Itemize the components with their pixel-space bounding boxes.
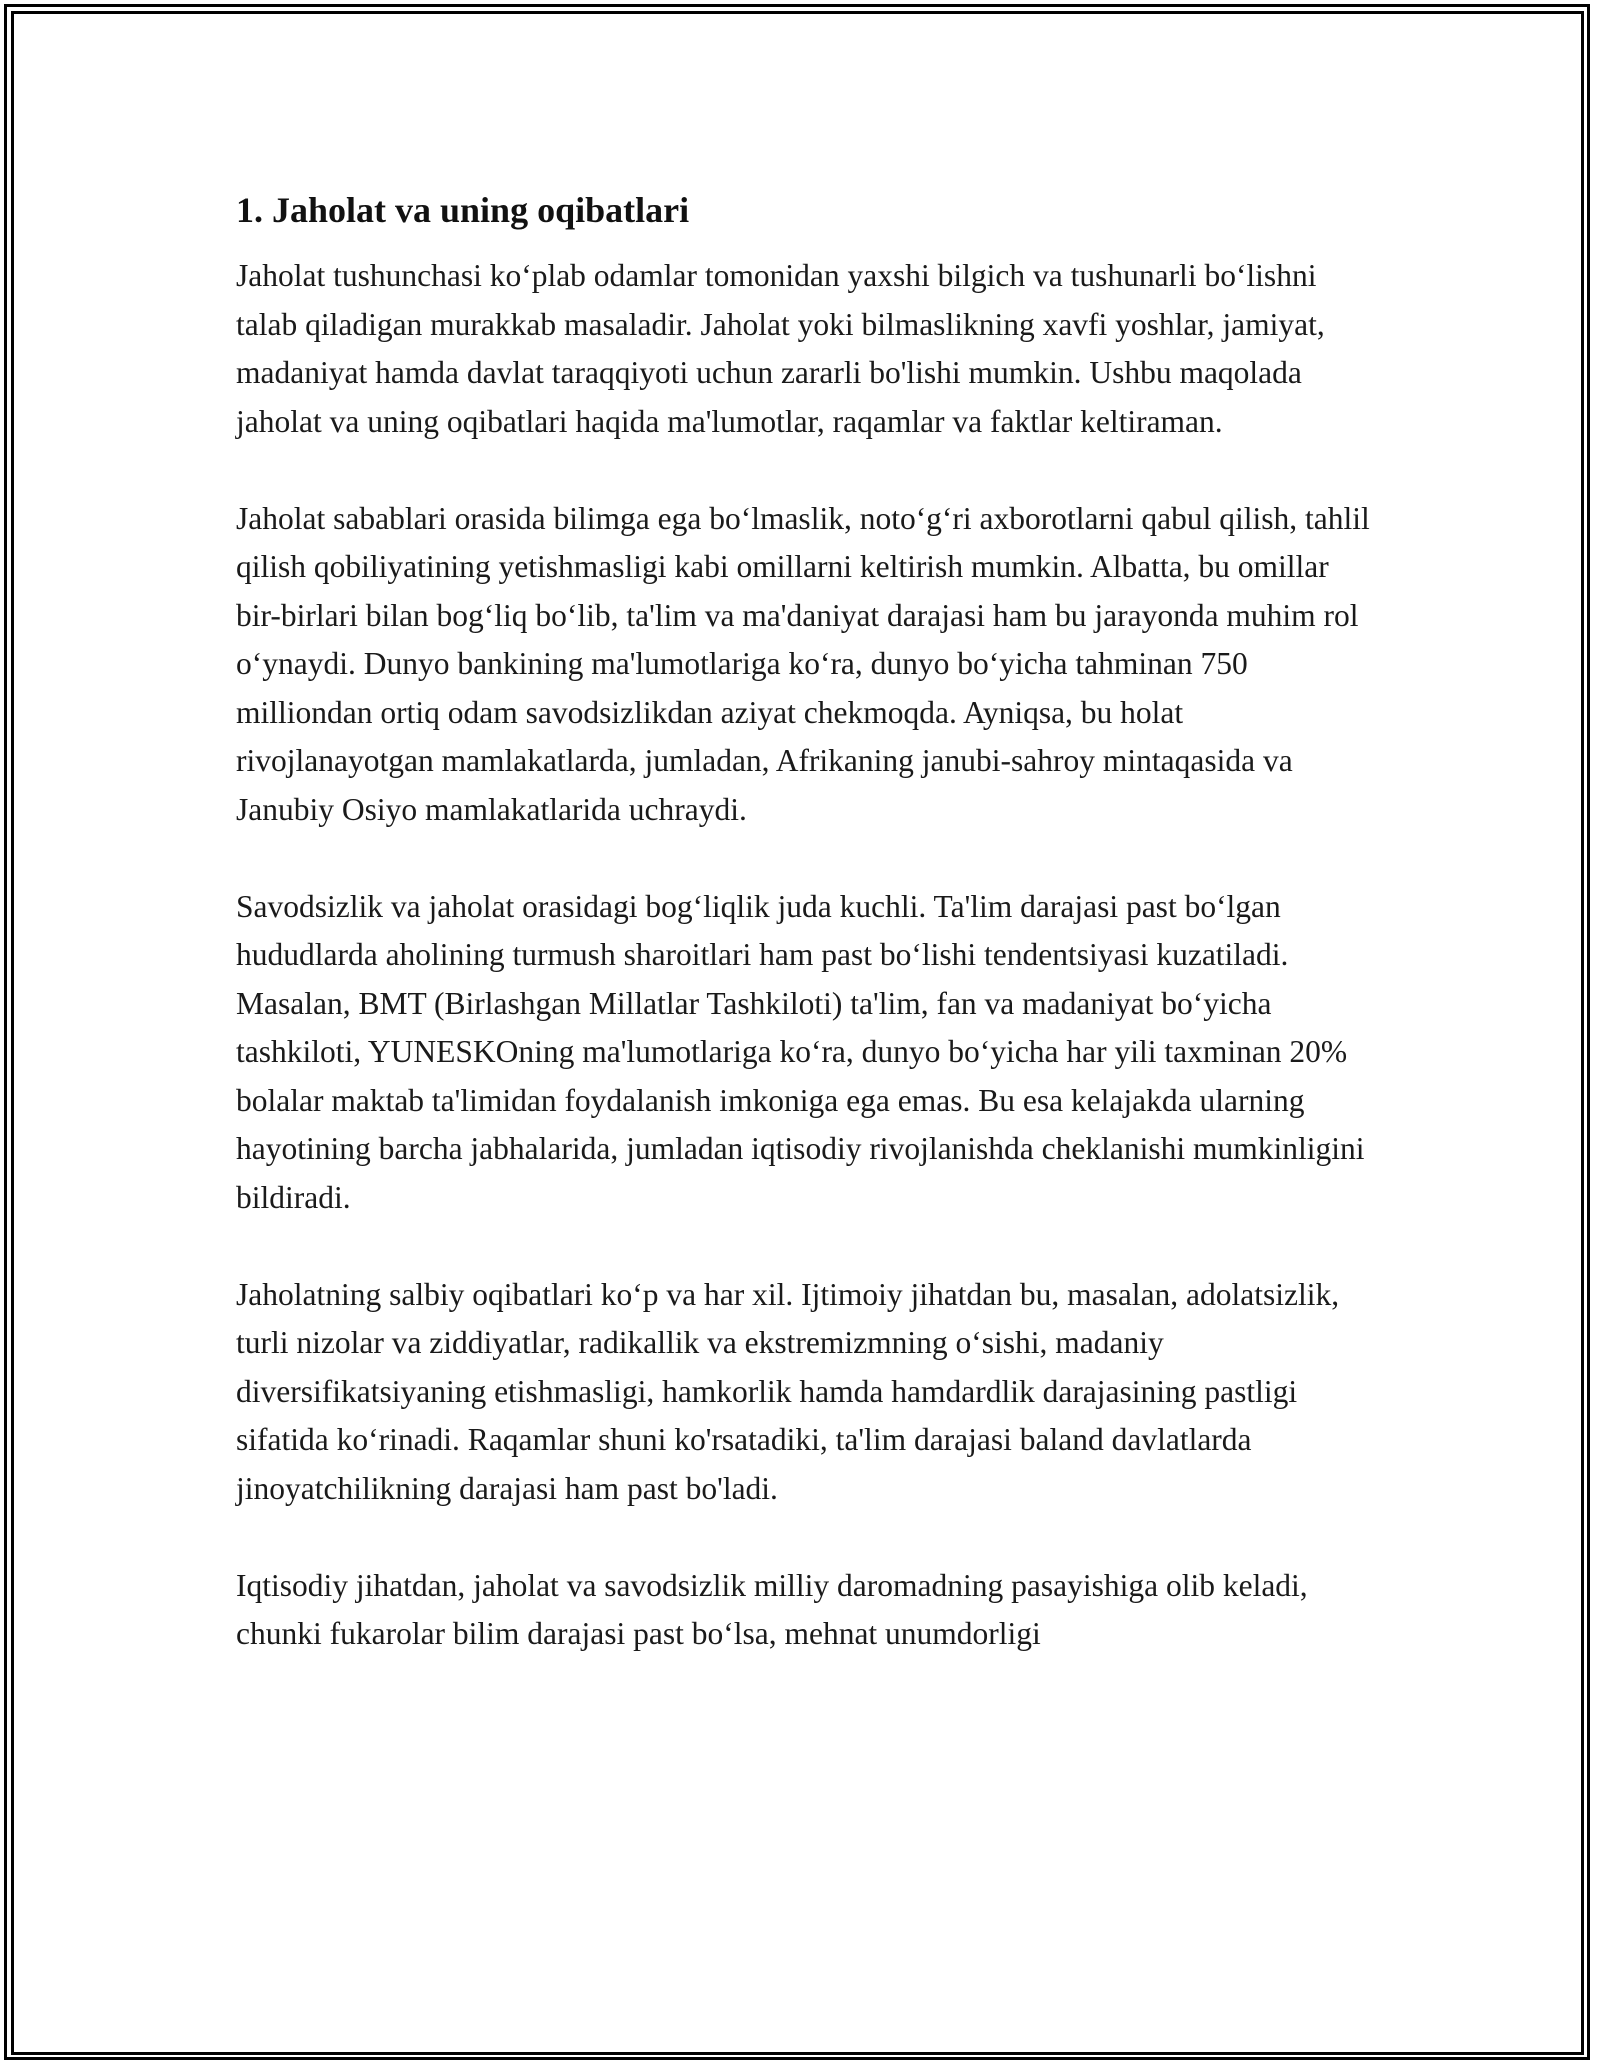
paragraph-intro: Jaholat tushunchasi ko‘plab odamlar tomonidan yaxshi bilgich va tushunarli bo‘lishni talab qiladigan murakkab masaladir. Jaholat yoki bilmaslikning xavfi yoshlar, jamiyat, madaniyat hamda davlat taraqqiyoti uchun zararli bo'lishi mumkin. Ushbu maqolada jaholat va uning oqibatlari haqida ma'lumotlar, raqamlar va faktlar keltiraman.	[236, 258, 1325, 439]
paragraph-illiteracy-link: Savodsizlik va jaholat orasidagi bog‘liqlik juda kuchli. Ta'lim darajasi past bo‘lgan hududlarda aholining turmush sharoitlari ham past bo‘lishi tendentsiyasi kuzatiladi. Masalan, BMT (Birlashgan Millatlar Tashkiloti) ta'lim, fan va madaniyat bo‘yicha tashkiloti, YUNESKOning ma'lumotlariga ko‘ra, dunyo bo‘yicha har yili taxminan 20% bolalar maktab ta'limidan foydalanish imkoniga ega emas. Bu esa kelajakda ularning hayotining barcha jabhalarida, jumladan iqtisodiy rivojlanishda cheklanishi mumkinligini bildiradi.	[236, 888, 1365, 1215]
paragraph-causes: Jaholat sabablari orasida bilimga ega bo‘lmaslik, noto‘g‘ri axborotlarni qabul qilish, tahlil qilish qobiliyatining yetishmasligi kabi omillarni keltirish mumkin. Albatta, bu omillar bir-birlari bilan bog‘liq bo‘lib, ta'lim va ma'daniyat darajasi ham bu jarayonda muhim rol o‘ynaydi. Dunyo bankining ma'lumotlariga ko‘ra, dunyo bo‘yicha tahminan 750 milliondan ortiq odam savodsizlikdan aziyat chekmoqda. Ayniqsa, bu holat rivojlanayotgan mamlakatlarda, jumladan, Afrikaning janubi-sahroy mintaqasida va Janubiy Osiyo mamlakatlarida uchraydi.	[236, 500, 1370, 827]
document-body	[236, 188, 1376, 1659]
paragraph-social-consequences: Jaholatning salbiy oqibatlari ko‘p va har xil. Ijtimoiy jihatdan bu, masalan, adolatsizlik, turli nizolar va ziddiyatlar, radikallik va ekstremizmning o‘sishi, madaniy diversifikatsiyaning etishmasligi, hamkorlik hamda hamdardlik darajasining pastligi sifatida ko‘rinadi. Raqamlar shuni ko'rsatadiki, ta'lim darajasi baland davlatlarda jinoyatchilikning darajasi ham past bo'ladi.	[236, 1276, 1340, 1506]
paragraph-economic-consequences: Iqtisodiy jihatdan, jaholat va savodsizlik milliy daromadning pasayishiga olib keladi, chunki fukarolar bilim darajasi past bo‘lsa, mehnat unumdorligi	[236, 1567, 1308, 1651]
section-heading: 1. Jaholat va uning oqibatlari	[236, 190, 690, 230]
